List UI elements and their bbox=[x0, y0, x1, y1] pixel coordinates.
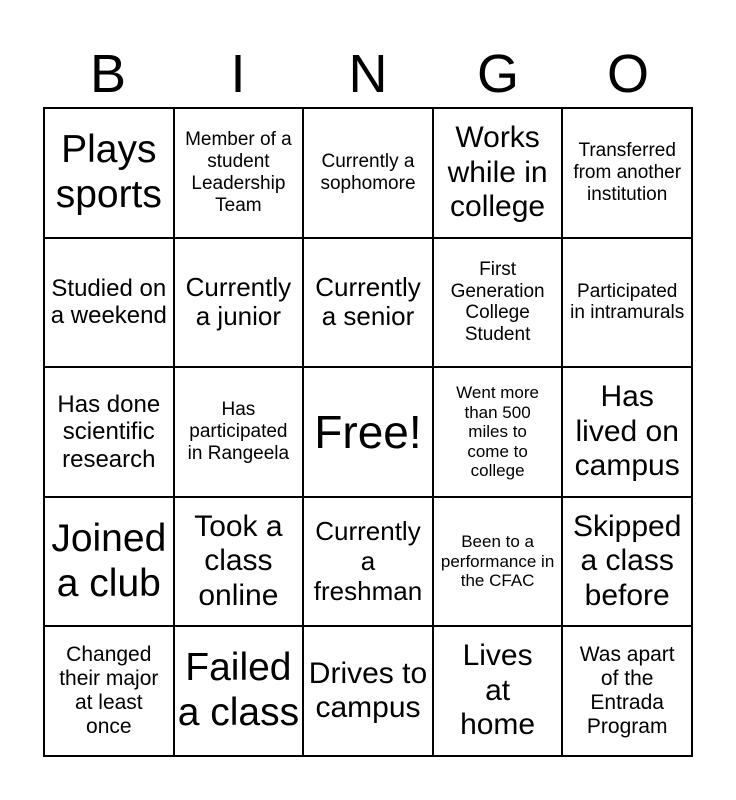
bingo-cell-first-generation[interactable] bbox=[434, 239, 564, 369]
bingo-cell-500-miles[interactable] bbox=[434, 368, 564, 498]
bingo-cell-entrada-program[interactable] bbox=[563, 627, 693, 757]
bingo-cell-skipped-class[interactable] bbox=[563, 498, 693, 628]
free-space-label: Free! bbox=[314, 405, 422, 458]
cell-label: First Generation College Student bbox=[450, 258, 545, 346]
cell-label: Currently a senior bbox=[315, 271, 421, 332]
cell-label: Been to a performance in the CFAC bbox=[440, 532, 555, 591]
cell-label: Joined a club bbox=[51, 516, 167, 605]
cell-label: Has lived on campus bbox=[574, 380, 680, 483]
bingo-cell-plays-sports[interactable] bbox=[45, 109, 175, 239]
header-letter-i: I bbox=[230, 44, 246, 104]
cell-label: Transferred from another institution bbox=[573, 140, 682, 205]
cell-label: Lives at home bbox=[460, 639, 536, 742]
cell-label: Currently a junior bbox=[185, 271, 292, 332]
header-letter-b: B bbox=[89, 44, 127, 104]
bingo-header bbox=[43, 40, 693, 108]
bingo-cell-cfac-performance[interactable] bbox=[434, 498, 564, 628]
bingo-cell-junior[interactable] bbox=[175, 239, 305, 369]
cell-label: Was apart of the Entrada Program bbox=[579, 642, 675, 739]
cell-label: Currently a freshman bbox=[313, 515, 423, 606]
bingo-cell-senior[interactable] bbox=[304, 239, 434, 369]
cell-label: Changed their major at least once bbox=[59, 642, 159, 739]
header-letter-o: O bbox=[606, 44, 649, 104]
bingo-cell-freshman[interactable] bbox=[304, 498, 434, 628]
cell-label: Skipped a class before bbox=[572, 509, 682, 612]
cell-label: Studied on a weekend bbox=[50, 274, 167, 330]
cell-label: Took a class online bbox=[194, 509, 283, 612]
bingo-cell-free-space[interactable] bbox=[304, 368, 434, 498]
bingo-cell-works-in-college[interactable] bbox=[434, 109, 564, 239]
bingo-cell-scientific-research[interactable] bbox=[45, 368, 175, 498]
cell-label: Plays sports bbox=[55, 127, 162, 216]
bingo-cell-joined-club[interactable] bbox=[45, 498, 175, 628]
header-letter-n: N bbox=[348, 44, 388, 104]
bingo-cell-studied-weekend[interactable] bbox=[45, 239, 175, 369]
cell-label: Participated in intramurals bbox=[570, 280, 685, 324]
cell-label: Has participated in Rangeela bbox=[187, 399, 290, 464]
bingo-cell-drives-to-campus[interactable] bbox=[304, 627, 434, 757]
cell-label: Drives to campus bbox=[308, 656, 428, 725]
cell-label: Went more than 500 miles to come to college bbox=[456, 383, 539, 481]
bingo-cell-lives-at-home[interactable] bbox=[434, 627, 564, 757]
cell-label: Has done scientific research bbox=[57, 390, 161, 473]
bingo-cell-leadership-team[interactable] bbox=[175, 109, 305, 239]
bingo-board bbox=[43, 107, 693, 757]
header-letter-g: G bbox=[476, 44, 519, 104]
bingo-cell-sophomore[interactable] bbox=[304, 109, 434, 239]
cell-label: Failed a class bbox=[177, 646, 300, 735]
bingo-cell-transferred[interactable] bbox=[563, 109, 693, 239]
cell-label: Currently a sophomore bbox=[320, 150, 416, 194]
bingo-cell-class-online[interactable] bbox=[175, 498, 305, 628]
bingo-cell-rangeela[interactable] bbox=[175, 368, 305, 498]
cell-label: Member of a student Leadership Team bbox=[185, 129, 292, 216]
cell-label: Works while in college bbox=[447, 121, 548, 224]
bingo-cell-changed-major[interactable] bbox=[45, 627, 175, 757]
bingo-cell-failed-class[interactable] bbox=[175, 627, 305, 757]
bingo-cell-intramurals[interactable] bbox=[563, 239, 693, 369]
bingo-cell-lived-on-campus[interactable] bbox=[563, 368, 693, 498]
